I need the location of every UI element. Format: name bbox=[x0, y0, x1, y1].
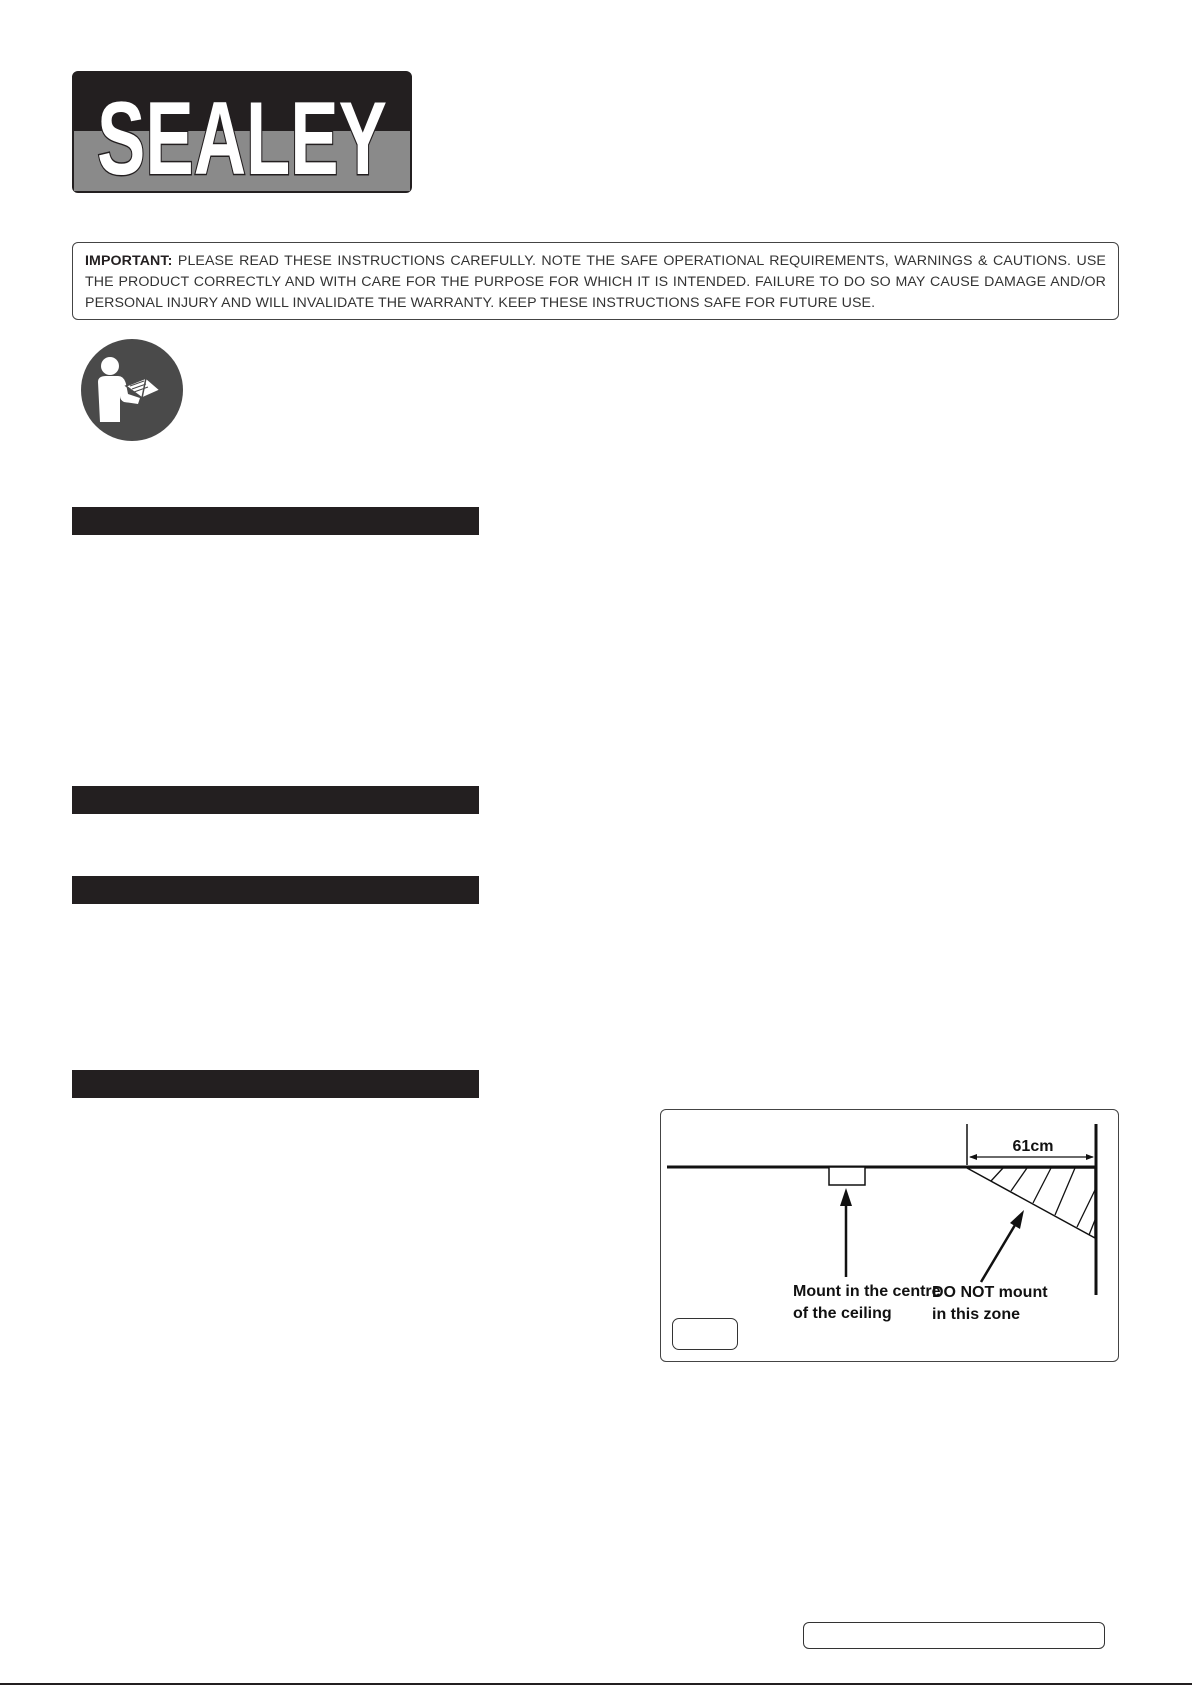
important-notice bbox=[72, 242, 1119, 320]
zone-label-line2: in this zone bbox=[932, 1306, 1020, 1323]
mounting-diagram bbox=[660, 1109, 1119, 1362]
section-bar-4 bbox=[72, 1070, 479, 1098]
sealey-logo bbox=[72, 71, 412, 197]
hatch-lines bbox=[991, 1168, 1095, 1235]
zone-label-line1: DO NOT mount bbox=[932, 1284, 1048, 1301]
mount-label-line1: Mount in the centre bbox=[793, 1283, 941, 1300]
section-bar-2 bbox=[72, 786, 479, 814]
mount-label-line2: of the ceiling bbox=[793, 1305, 892, 1322]
section-bar-1 bbox=[72, 507, 479, 535]
figure-number-box bbox=[672, 1318, 738, 1350]
logo-text: SEALEY bbox=[97, 81, 387, 197]
notice-label: IMPORTANT: bbox=[85, 253, 173, 269]
footer-reference-box bbox=[803, 1622, 1105, 1649]
read-manual-icon bbox=[80, 338, 184, 442]
mount-box bbox=[829, 1167, 865, 1185]
section-bar-3 bbox=[72, 876, 479, 904]
dimension-label: 61cm bbox=[1012, 1138, 1054, 1155]
notice-text: PLEASE READ THESE INSTRUCTIONS CAREFULLY. NOTE THE SAFE OPERATIONAL REQUIREMENTS, WARNINGS & CAUTIONS. USE THE PRODUCT CORRECTLY AND WITH CARE FOR THE PURPOSE FOR WHICH IT IS INTENDED. FAILURE TO DO SO MAY CAUSE DAMAGE AND/OR PERSONAL INJURY AND WILL INVALIDATE THE WARRANTY. KEEP THESE INSTRUCTIONS SAFE FOR FUTURE USE. bbox=[85, 253, 1106, 311]
